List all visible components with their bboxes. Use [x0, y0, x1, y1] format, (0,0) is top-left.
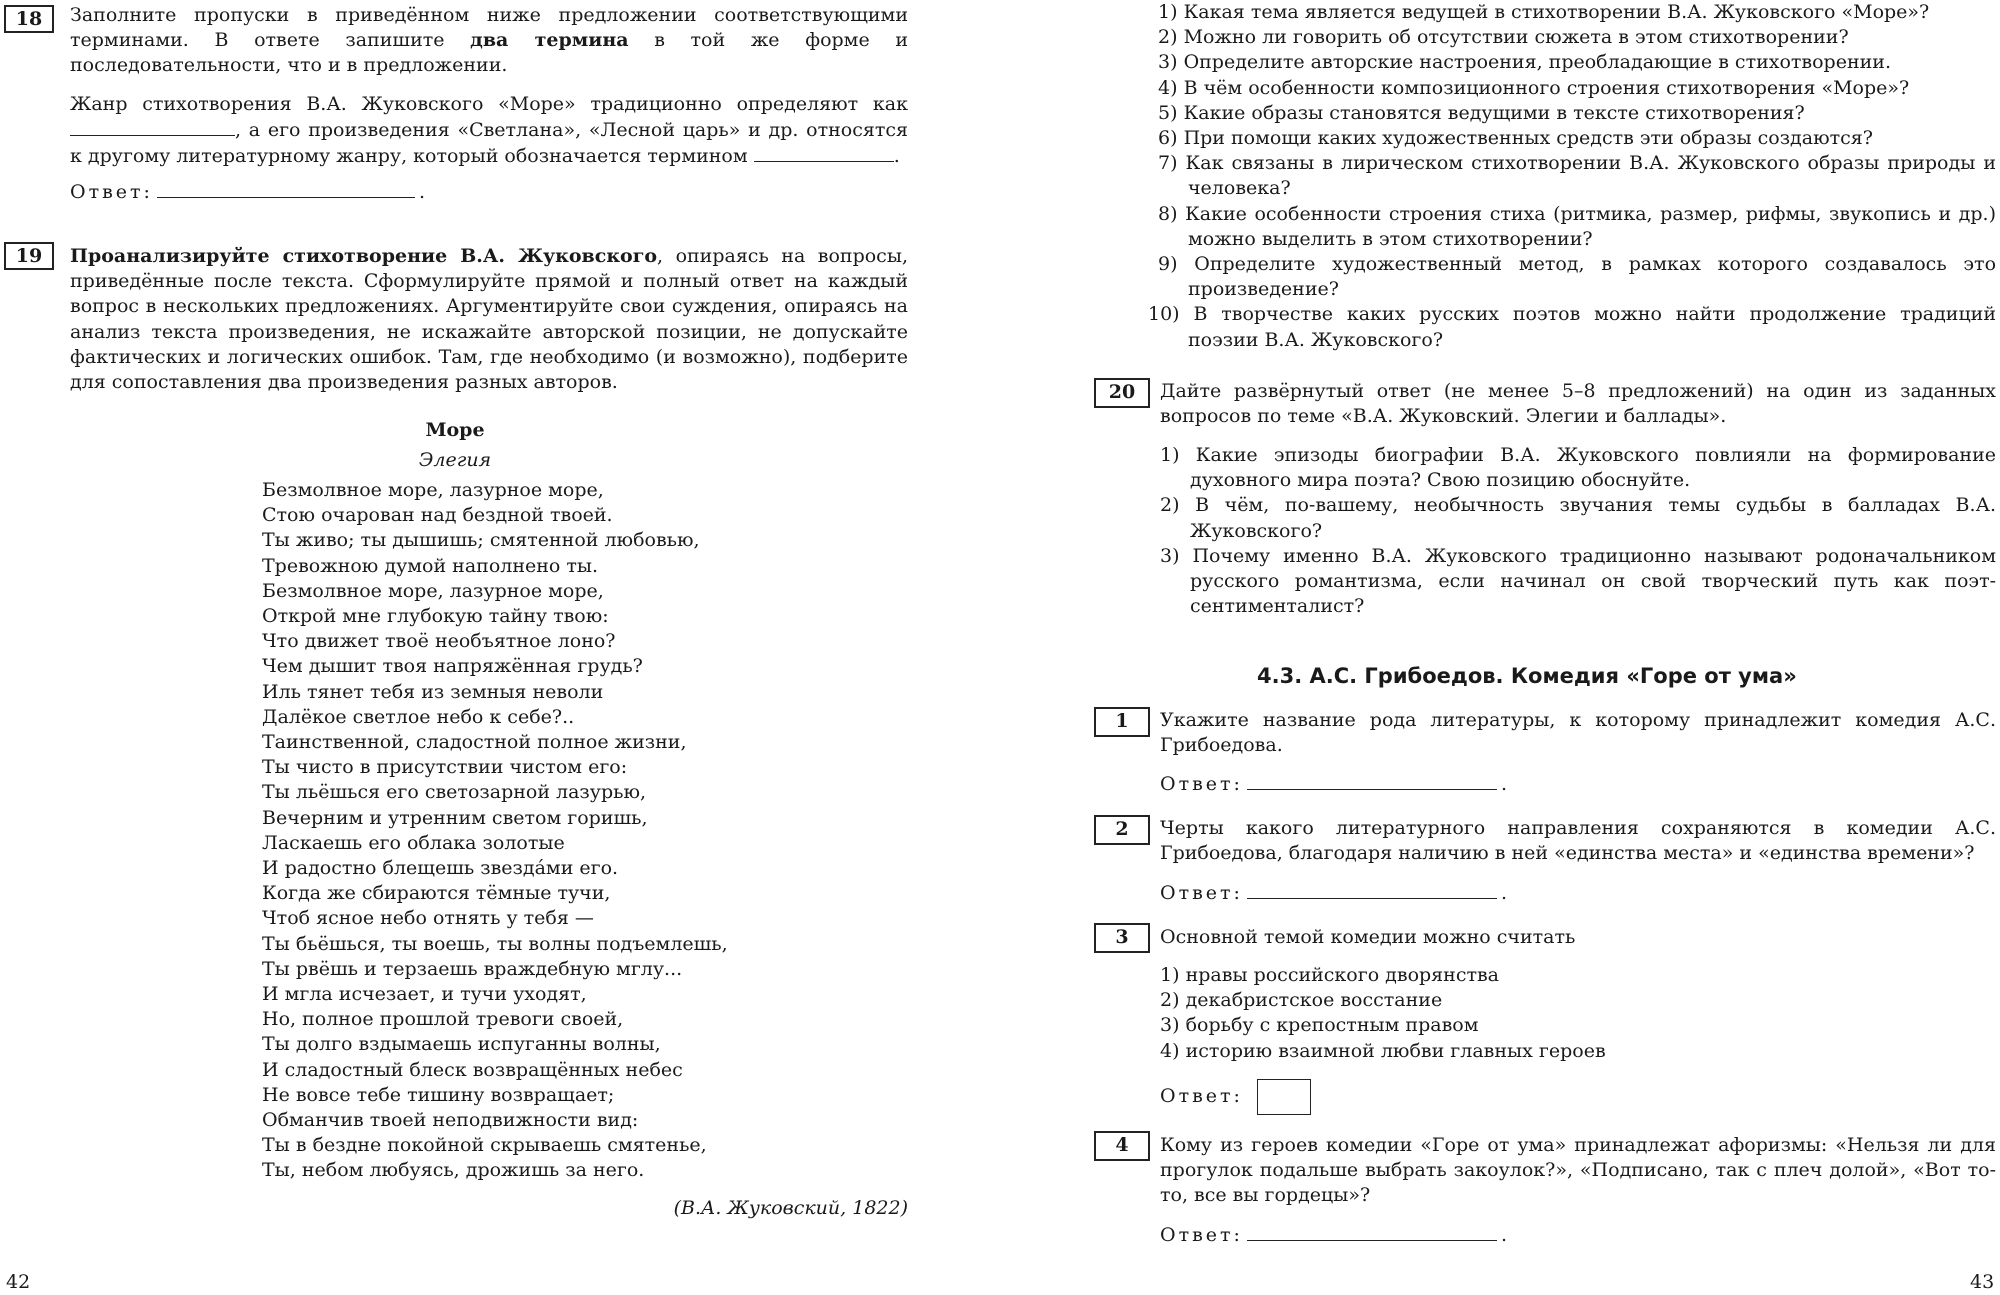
poem-line: Чем дышит твоя напряжённая грудь? [262, 655, 643, 678]
item-number: 3) [1160, 1014, 1180, 1037]
item-number: 2) [1158, 26, 1178, 49]
poem-body [262, 478, 882, 1184]
item-text: Какие эпизоды биографии В.А. Жуковского повлияли на формирование духовного мира поэта? Свою позицию обоснуйте. [1190, 444, 1996, 492]
poem-line: Ты льёшься его светозарной лазурью, [262, 781, 647, 804]
task-4-number: 4 [1094, 1131, 1150, 1161]
poem-line: И мгла исчезает, и тучи уходят, [262, 983, 587, 1006]
item-text: В чём особенности композиционного строения стихотворения «Море»? [1183, 76, 1910, 99]
item-number: 8) [1158, 202, 1178, 225]
item-text: нравы российского дворянства [1185, 964, 1499, 986]
poem-line: Таинственной, сладостной полное жизни, [262, 731, 687, 754]
task-4-answer-field[interactable] [1247, 1222, 1497, 1241]
task-19-number: 19 [4, 242, 54, 270]
question-item [1148, 302, 1996, 352]
question-item [1158, 0, 1996, 25]
poem-line: Безмолвное море, лазурное море, [262, 579, 604, 602]
answer-option [1160, 1013, 1996, 1038]
task-1-number: 1 [1094, 707, 1150, 737]
poem-line: Ласкаешь его облака золотые [262, 831, 565, 854]
task-2-text: Черты какого литературного направления сохраняются в комедии А.С. Грибоедова, благодаря наличию в ней «единства места» и «единства времени»? [1160, 817, 1996, 865]
page-number-right: 43 [1970, 1271, 1995, 1293]
task-3-number: 3 [1094, 923, 1150, 953]
poem-line: Ты рвёшь и терзаешь враждебную мглу... [262, 957, 683, 980]
task-20-number: 20 [1094, 378, 1150, 408]
item-text: Какая тема является ведущей в стихотворении В.А. Жуковского «Море»? [1183, 1, 1930, 23]
task-1-text: Укажите название рода литературы, к которому принадлежит комедия А.С. Грибоедова. [1160, 709, 1996, 757]
poem-line: Ты чисто в присутствии чистом его: [262, 756, 628, 779]
poem-title: Море [425, 419, 485, 441]
item-text: Определите художественный метод, в рамках которого создавалось это произведение? [1188, 253, 1997, 301]
item-number: 5) [1158, 101, 1178, 124]
poem-line: Вечерним и утренним светом горишь, [262, 806, 648, 829]
poem-line: Ты в бездне покойной скрываешь смятенье, [262, 1134, 707, 1157]
item-text: При помощи каких художественных средств эти образы создаются? [1183, 127, 1873, 150]
poem-line: И радостно блещешь звезда́ми его. [262, 857, 619, 880]
item-number: 9) [1158, 253, 1178, 276]
task-1-answer-field[interactable] [1247, 771, 1497, 790]
item-number: 1) [1160, 964, 1180, 986]
question-item [1158, 76, 1996, 101]
question-item [1158, 25, 1996, 50]
task-18-sentence: Жанр стихотворения В.А. Жуковского «Море» традиционно определяют как , а его произведения «Светлана», «Лесной царь» и др. относятся к другому литературному жанру, который обозначается термином . [70, 93, 908, 168]
item-text: Определите авторские настроения, преобладающие в стихотворении. [1183, 51, 1891, 74]
poem-line: Обманчив твоей неподвижности вид: [262, 1109, 639, 1132]
task-1-answer: Ответ: . [1160, 773, 1507, 795]
task-4-text: Кому из героев комедии «Горе от ума» принадлежат афоризмы: «Нельзя ли для прогулок подальше выбрать закоулок?», «Подписано, так с плеч долой», «Вот то-то, все вы гордецы»? [1160, 1134, 1996, 1207]
essay-question-item [1160, 493, 1996, 543]
task-2-answer-field[interactable] [1247, 880, 1497, 899]
item-number: 6) [1158, 127, 1178, 150]
task-2-number: 2 [1094, 815, 1150, 845]
task-20-text: Дайте развёрнутый ответ (не менее 5–8 предложений) на один из заданных вопросов по теме «В.А. Жуковский. Элегии и баллады». [1160, 380, 1996, 428]
item-text: В чём, по-вашему, необычность звучания темы судьбы в балладах В.А. Жуковского? [1190, 494, 1996, 542]
item-text: борьбу с крепостным правом [1185, 1014, 1479, 1037]
question-item [1158, 126, 1996, 151]
item-number: 1) [1160, 444, 1180, 466]
item-text: Какие особенности строения стиха (ритмика, размер, рифмы, звукопись и др.) можно выделить в этом стихотворении? [1185, 202, 1996, 250]
answer-option [1160, 1039, 1996, 1064]
item-number: 3) [1158, 51, 1178, 74]
item-number: 2) [1160, 989, 1180, 1012]
question-item [1158, 50, 1996, 75]
item-number: 4) [1160, 1039, 1180, 1062]
poem-line: Далёкое светлое небо к себе?.. [262, 705, 575, 728]
poem-line: Когда же сбираются тёмные тучи, [262, 882, 611, 905]
question-item [1158, 101, 1996, 126]
task-2-answer: Ответ: . [1160, 882, 1507, 904]
page-number-left: 42 [6, 1271, 31, 1293]
poem-line: Чтоб ясное небо отнять у тебя — [262, 907, 594, 930]
task-18-number: 18 [4, 5, 54, 33]
task-3-text: Основной темой комедии можно считать [1160, 926, 1576, 948]
poem-line: Ты бьёшься, ты воешь, ты волны подъемлешь, [262, 932, 728, 955]
item-number: 4) [1158, 76, 1178, 99]
poem-line: Безмолвное море, лазурное море, [262, 479, 604, 501]
item-text: Какие образы становятся ведущими в тексте стихотворения? [1183, 101, 1805, 124]
section-title: 4.3. А.С. Грибоедов. Комедия «Горе от ума» [1257, 664, 1797, 688]
task-4-answer: Ответ: . [1160, 1224, 1507, 1246]
blank-term-2[interactable] [754, 143, 894, 162]
poem-line: Но, полное прошлой тревоги своей, [262, 1008, 624, 1031]
item-text: Почему именно В.А. Жуковского традиционно называют родоначальником русского романтизма, если начинал он свой творческий путь как поэт-сентименталист? [1190, 544, 1996, 618]
item-text: Как связаны в лирическом стихотворении В.А. Жуковского образы природы и человека? [1185, 152, 1996, 200]
item-text: историю взаимной любви главных героев [1185, 1039, 1606, 1062]
item-number: 1) [1158, 1, 1178, 23]
poem-line: Ты, небом любуясь, дрожишь за него. [262, 1159, 645, 1182]
item-number: 10) [1148, 303, 1180, 326]
poem-line: Стою очарован над бездной твоей. [262, 504, 613, 527]
essay-question-item [1160, 544, 1996, 620]
item-number: 3) [1160, 544, 1180, 567]
answer-option [1160, 988, 1996, 1013]
poem-line: Что движет твоё необъятное лоно? [262, 630, 616, 653]
item-text: Можно ли говорить об отсутствии сюжета в этом стихотворении? [1183, 26, 1849, 49]
answer-option [1160, 963, 1996, 988]
item-number: 2) [1160, 494, 1180, 517]
task-3-options [1160, 963, 1996, 1064]
task-19-instruction: Проанализируйте стихотворение В.А. Жуковского, опираясь на вопросы, приведённые после текста. Сформулируйте прямой и полный ответ на каждый вопрос в нескольких предложениях. Аргументируйте свои суждения, опираясь на анализ текста произведения, не искажайте авторской позиции, не допускайте фактических и логических ошибок. Там, где необходимо (и возможно), подберите для сопоставления два произведения разных авторов. [70, 245, 908, 394]
poem-line: И сладостный блеск возвращённых небес [262, 1058, 683, 1081]
question-item [1158, 252, 1996, 302]
poem-line: Тревожною думой наполнено ты. [262, 554, 599, 577]
task-3-answer-box[interactable] [1257, 1079, 1311, 1115]
task-18-answer: Ответ: . [70, 181, 425, 203]
poem-line: Не вовсе тебе тишину возвращает; [262, 1083, 615, 1106]
task-18-instruction: Заполните пропуски в приведённом ниже предложении соответствующими терминами. В ответе запишите два термина в той же форме и последовательности, что и в предложении. [70, 4, 909, 77]
poem-line: Ты долго вздымаешь испуганны волны, [262, 1033, 661, 1056]
poem-attribution: (В.А. Жуковский, 1822) [673, 1197, 908, 1219]
task-18-answer-field[interactable] [157, 179, 415, 198]
question-item [1158, 151, 1996, 201]
task-3-answer: Ответ: [1160, 1079, 1311, 1115]
task-19-questions [1148, 0, 1997, 353]
essay-question-item [1160, 443, 1996, 493]
poem-subtitle: Элегия [418, 449, 492, 471]
item-text: В творчестве каких русских поэтов можно найти продолжение традиций поэзии В.А. Жуковского? [1188, 303, 1996, 351]
task-20-items [1160, 443, 1996, 619]
blank-term-1[interactable] [70, 117, 235, 136]
poem-line: Открой мне глубокую тайну твою: [262, 605, 609, 628]
question-item [1158, 202, 1996, 252]
item-number: 7) [1158, 152, 1178, 175]
poem-line: Иль тянет тебя из земныя неволи [262, 680, 604, 703]
poem-line: Ты живо; ты дышишь; смятенной любовью, [262, 529, 700, 552]
item-text: декабристское восстание [1185, 989, 1443, 1012]
